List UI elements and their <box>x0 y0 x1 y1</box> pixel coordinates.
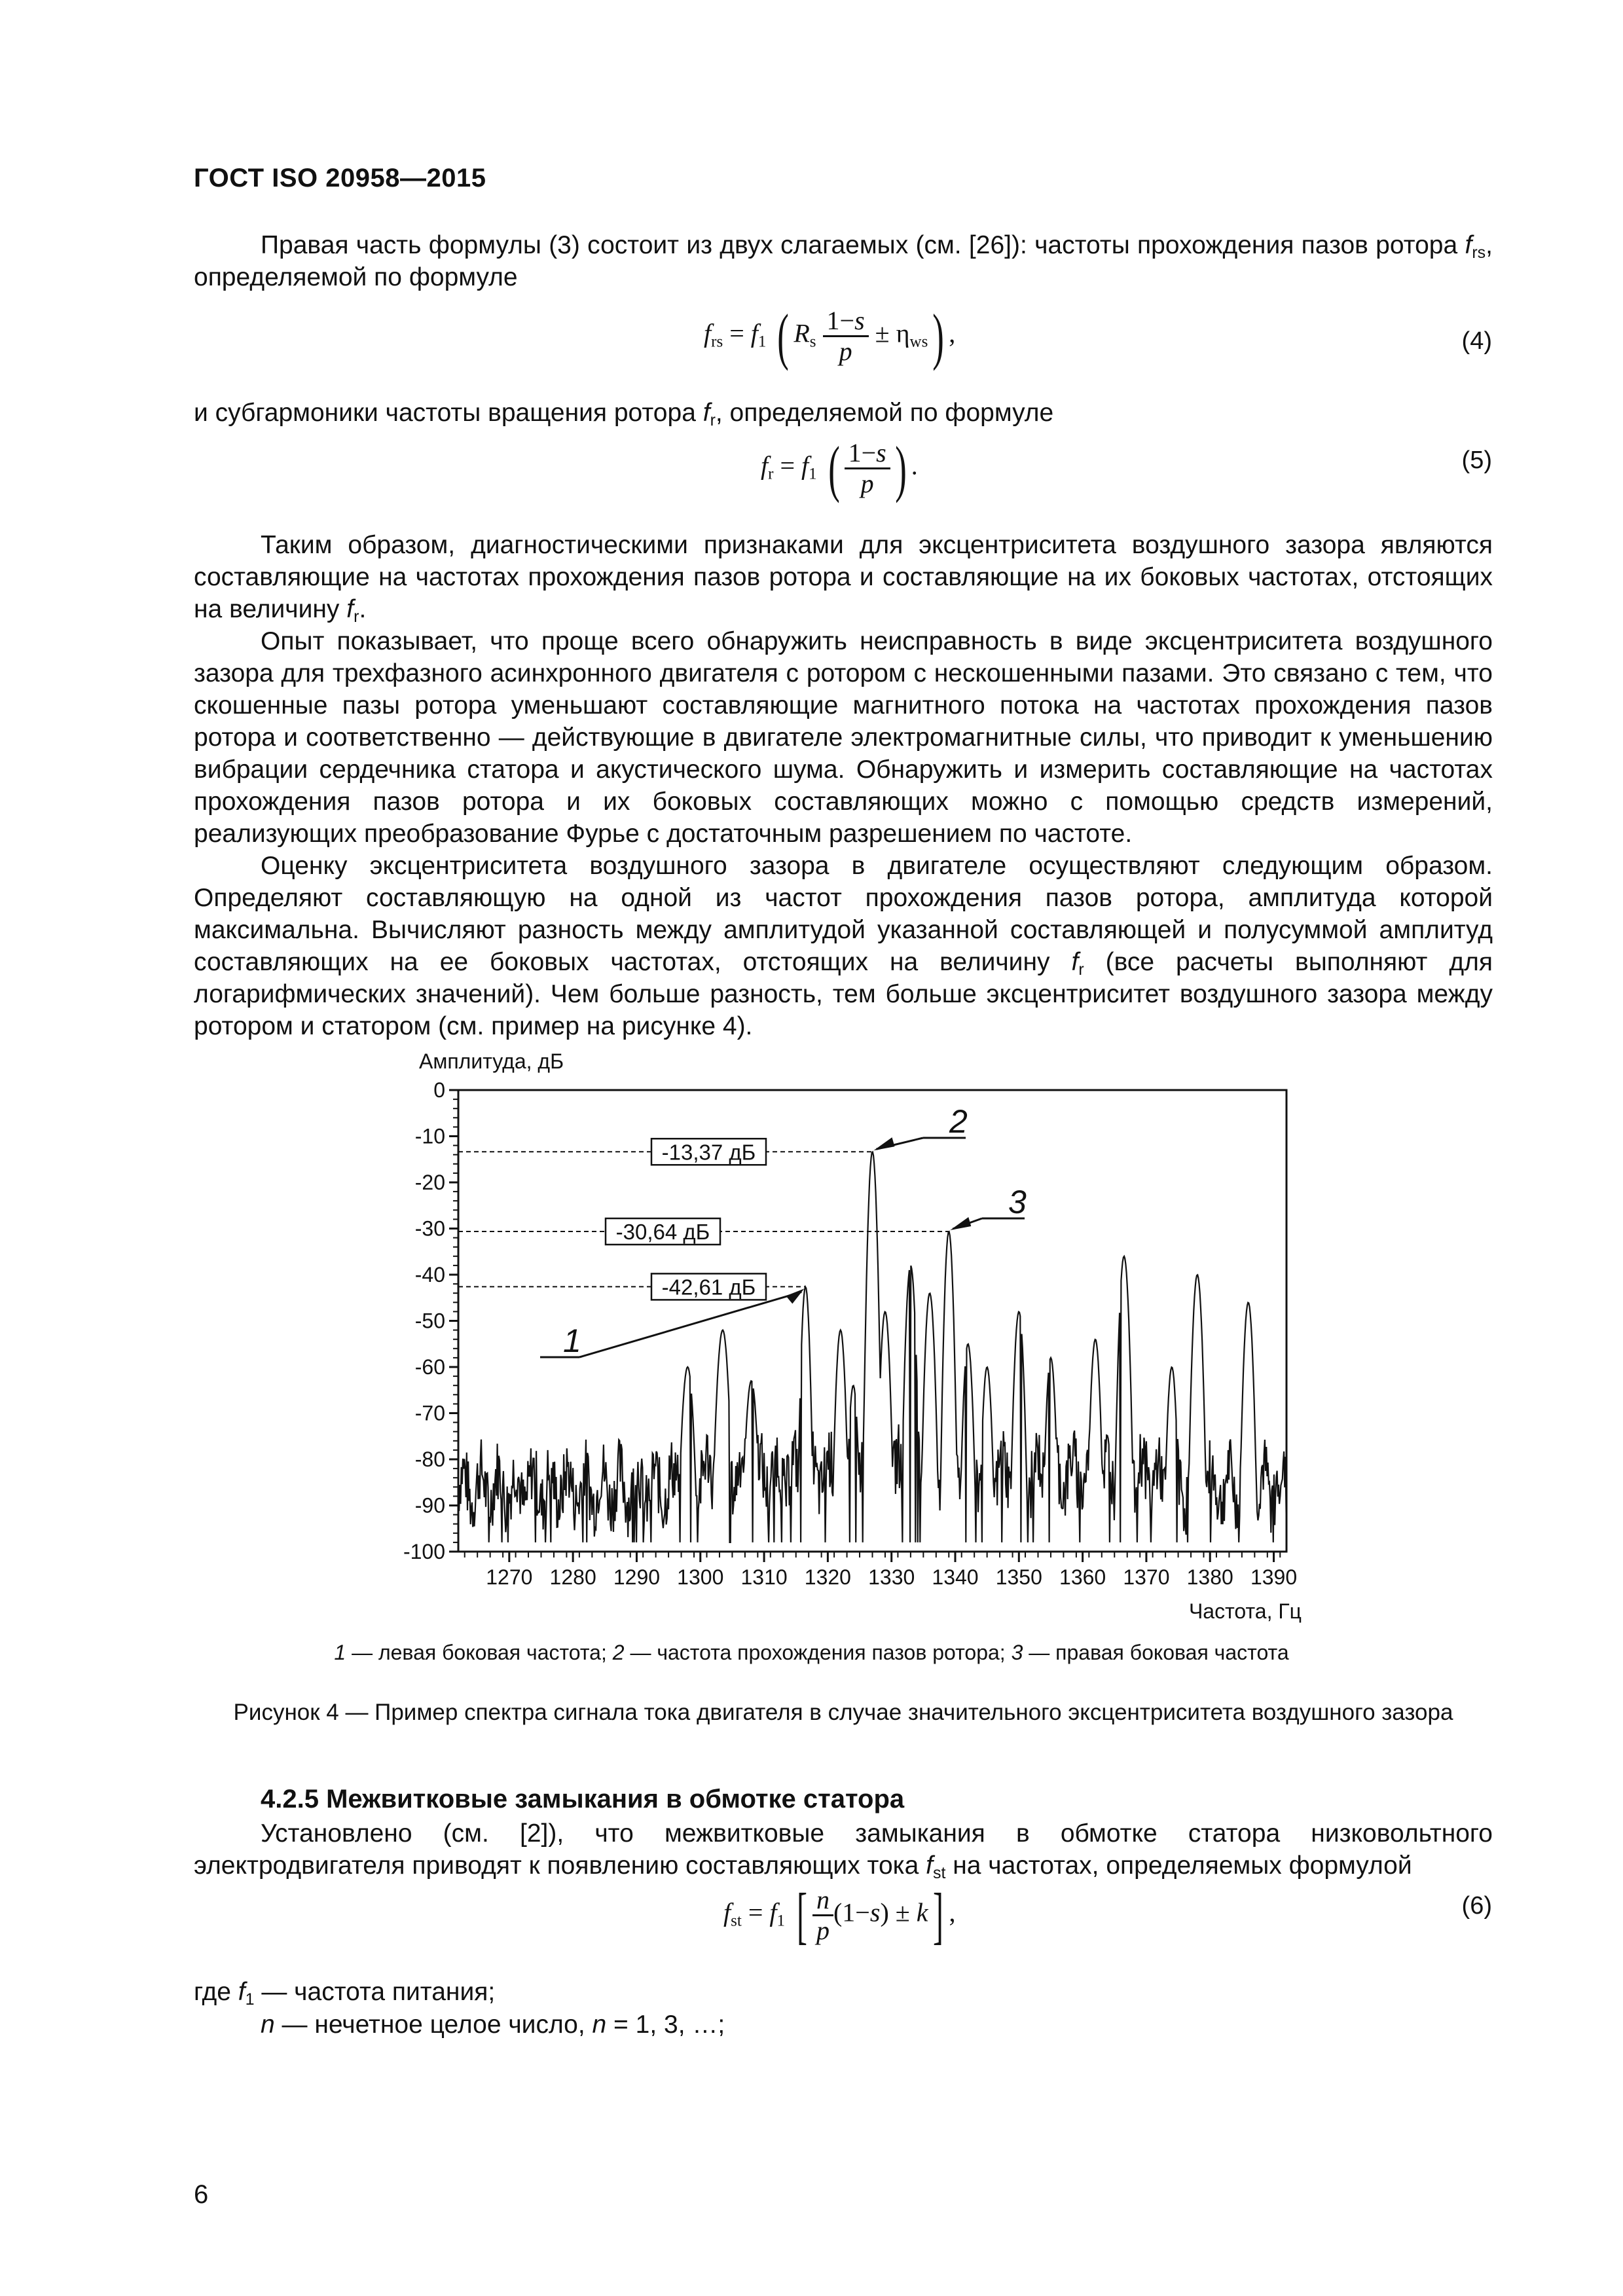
y-tick-label: -20 <box>414 1171 445 1194</box>
peak-marker-number: 3 <box>1008 1184 1027 1220</box>
y-axis-title: Амплитуда, дБ <box>419 1049 564 1073</box>
x-tick-label: 1320 <box>804 1565 851 1589</box>
x-tick-label: 1370 <box>1123 1565 1170 1589</box>
x-tick-label: 1350 <box>995 1565 1042 1589</box>
x-tick-label: 1300 <box>677 1565 724 1589</box>
y-tick-label: -80 <box>414 1448 445 1471</box>
peak-label-box <box>651 1139 766 1165</box>
page-number: 6 <box>194 2180 209 2209</box>
marker-arrowhead <box>786 1288 804 1303</box>
formula-6: $f_{st} = f_1$ [ $\frac{n}{p}$ (1−s) ± k] , <box>723 1880 956 1950</box>
x-tick-label: 1310 <box>740 1565 788 1589</box>
y-tick-label: -90 <box>414 1493 445 1518</box>
formula-4-number: (4) <box>1461 327 1492 355</box>
y-tick-label: -30 <box>414 1216 445 1241</box>
y-tick-label: -50 <box>414 1309 445 1333</box>
y-tick-label: -100 <box>403 1540 445 1563</box>
y-tick-label: -60 <box>414 1355 445 1379</box>
y-tick-label: -10 <box>414 1124 445 1148</box>
figure-caption: Рисунок 4 — Пример спектра сигнала тока двигателя в случае значительного эксцентриситета воздушного зазора <box>233 1700 1453 1725</box>
x-tick-label: 1270 <box>486 1565 533 1589</box>
x-tick-label: 1340 <box>932 1565 979 1589</box>
x-axis-title: Частота, Гц <box>1188 1599 1302 1623</box>
peak-label-box <box>651 1273 766 1300</box>
paragraph-1: Правая часть формулы (3) состоит из двух слагаемых (см. [26]): частоты прохождения пазов ротора $f_{rs}$, определяемой по формуле <box>194 231 1493 291</box>
formula-5-number: (5) <box>1461 446 1492 474</box>
figure-legend: 1 — левая боковая частота; 2 — частота прохождения пазов ротора; 3 — правая боковая частота <box>334 1641 1289 1664</box>
y-tick-label: 0 <box>433 1078 445 1102</box>
formula-5: $f_r = f_1$ ( $\frac{1-s}{p}$ ) . <box>761 433 918 503</box>
y-tick-label: -70 <box>414 1401 445 1425</box>
peak-label-box <box>606 1218 720 1245</box>
peak-label: -42,61 дБ <box>661 1275 756 1300</box>
x-tick-label: 1390 <box>1250 1565 1298 1589</box>
x-tick-label: 1330 <box>868 1565 915 1589</box>
x-tick-label: 1290 <box>613 1565 661 1589</box>
paragraph-6: Установлено (см. [2]), что межвитковые замыкания в обмотке статора низковольтного электродвигателя приводят к появлению составляющих тока $f_{st}$ на частотах, определяемых формулой <box>194 1819 1493 1882</box>
document-header: ГОСТ ISO 20958—2015 <box>194 164 486 192</box>
section-heading: 4.2.5 Межвитковые замыкания в обмотке статора <box>261 1785 905 1813</box>
peak-label: -13,37 дБ <box>661 1140 756 1165</box>
symbol-f: f <box>1465 231 1472 259</box>
marker-leader <box>579 1292 801 1357</box>
spectrum-chart <box>373 1041 1322 1630</box>
where-line-2: n — нечетное целое число, n = 1, 3, …; <box>261 2011 725 2039</box>
peak-marker-number: 2 <box>949 1103 968 1140</box>
paragraph-4: Опыт показывает, что проще всего обнаружить неисправность в виде эксцентриситета воздушного зазора для трехфазного асинхронного двигателя с ротором с нескошенными пазами. Это связано с тем, что скошенные пазы ротора уменьшают составляющие магнитного потока на частотах прохождения пазов ротора и соответственно — действующие в двигателе электромагнитные силы, что приводит к уменьшению вибрации сердечника статора и акустического шума. Обнаружить и измерить составляющие на частотах прохождения пазов ротора и их боковых составляющих можно с помощью средств измерений, реализующих преобразование Фурье с достаточным разрешением по частоте. <box>194 627 1493 848</box>
paragraph-3: Таким образом, диагностическими признаками для эксцентриситета воздушного зазора являются составляющие на частотах прохождения пазов ротора и составляющие на их боковых частотах, отстоящих на величину $f_r$. <box>194 531 1493 626</box>
marker-arrowhead <box>874 1137 895 1150</box>
y-tick-label: -40 <box>414 1263 445 1286</box>
where-line-1: где $f_1$ — частота питания; <box>194 1978 496 2009</box>
paragraph-5: Оценку эксцентриситета воздушного зазора в двигателе осуществляют следующим образом. Определяют составляющую на одной из частот прохождения пазов ротора, амплитуда которой максимальна. Вычисляют разность между амплитудой указанной составляющей и полусуммой амплитуд составляющих на ее боковых частотах, отстоящих на величину $f_r$ (все расчеты выполняют для логарифмических значений). Чем больше разность, тем больше эксцентриситет воздушного зазора между ротором и статором (см. пример на рисунке 4). <box>194 852 1493 1040</box>
peak-marker-number: 1 <box>563 1322 581 1359</box>
x-tick-label: 1380 <box>1186 1565 1233 1589</box>
peak-label: -30,64 дБ <box>615 1220 710 1245</box>
x-tick-label: 1360 <box>1059 1565 1106 1589</box>
plot-area <box>403 1078 1297 1589</box>
formula-6-number: (6) <box>1461 1892 1492 1920</box>
paragraph-2: и субгармоники частоты вращения ротора $f_r$, определяемой по формуле <box>194 399 1054 429</box>
formula-4: $f_{rs} = f_1$ ( $R_s$ $\frac{1-s}{p}$ ± $\eta_{ws}$) , <box>704 301 956 371</box>
spectrum-line <box>458 1152 1286 1542</box>
marker-arrowhead <box>950 1217 971 1230</box>
x-tick-label: 1280 <box>549 1565 596 1589</box>
